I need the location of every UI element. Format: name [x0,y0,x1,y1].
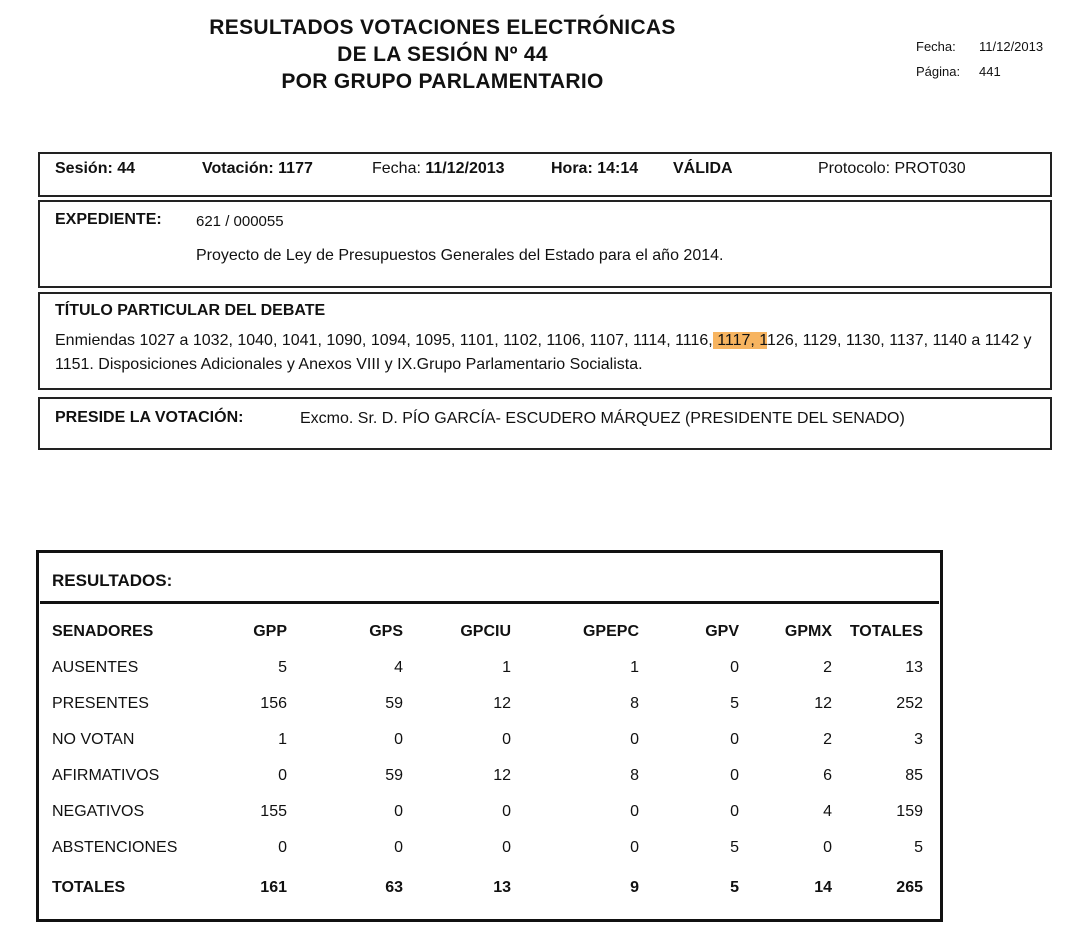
table-cell: 63 [385,879,403,896]
table-cell: 0 [630,731,639,748]
table-cell: 0 [730,803,739,820]
col-header: GPV [705,623,739,640]
date-value: 11/12/2013 [979,39,1044,54]
row-label: AFIRMATIVOS [52,767,160,784]
titulo-text: Enmiendas 1027 a 1032, 1040, 1041, 1090, 1094, 1095, 1101, 1102, 1106, 1107, 1114, 1116, 1117, 1126, 1129, 1130, 1137, 1140 a 1142 y 1151. Disposiciones Adicionales y Anexos VIII y IX.Grupo Parlamentario Socialista. [55,332,1032,373]
table-cell: 0 [394,731,403,748]
preside-label: PRESIDE LA VOTACIÓN: [55,409,244,426]
table-cell: 5 [278,659,287,676]
table-cell: 9 [630,879,639,896]
time-field: Hora: 14:14 [551,160,639,177]
title-line-3: POR GRUPO PARLAMENTARIO [281,70,604,93]
table-cell: 0 [823,839,832,856]
document-title [170,14,715,95]
preside-value: Excmo. Sr. D. PÍO GARCÍA- ESCUDERO MÁRQUEZ (PRESIDENTE DEL SENADO) [300,410,905,427]
col-header: GPS [369,623,403,640]
table-cell: 0 [730,659,739,676]
table-cell: 0 [630,803,639,820]
col-header: GPEPC [582,623,639,640]
table-row [40,794,935,830]
table-cell: 5 [730,695,739,712]
table-cell: 12 [814,695,832,712]
session-date-field: Fecha: 11/12/2013 [372,160,505,177]
row-label: TOTALES [52,879,126,896]
table-cell: 5 [730,839,739,856]
col-header: GPMX [784,623,832,640]
document-meta [916,34,1043,84]
table-row [40,650,935,686]
row-label: ABSTENCIONES [52,839,178,856]
session-field: Sesión: 44 [55,160,136,177]
row-label: PRESENTES [52,695,149,712]
title-line-2: DE LA SESIÓN Nº 44 [337,43,548,66]
table-cell: 155 [260,803,287,820]
table-cell: 0 [278,767,287,784]
table-cell: 5 [914,839,923,856]
table-cell: 0 [502,803,511,820]
table-cell: 265 [896,879,923,896]
results-header [40,554,939,604]
table-cell: 8 [630,695,639,712]
table-cell: 4 [394,659,403,676]
table-row [40,866,935,910]
col-header: GPP [253,623,287,640]
table-cell: 8 [630,767,639,784]
table-cell: 1 [630,659,639,676]
table-cell: 85 [905,767,923,784]
table-cell: 14 [814,879,832,896]
table-cell: 0 [502,731,511,748]
table-cell: 59 [385,767,403,784]
expediente-number: 621 / 000055 [196,213,284,230]
row-label: NEGATIVOS [52,803,145,820]
row-label: AUSENTES [52,659,139,676]
expediente-box [38,200,1052,288]
page-label: Página: [916,64,961,79]
table-header-row [40,614,935,650]
table-cell: 1 [278,731,287,748]
table-cell: 13 [493,879,511,896]
date-label: Fecha: [916,39,956,54]
table-cell: 252 [896,695,923,712]
table-cell: 2 [823,659,832,676]
table-row [40,830,935,866]
table-cell: 159 [896,803,923,820]
table-cell: 3 [914,731,923,748]
table-cell: 0 [502,839,511,856]
table-cell: 0 [394,839,403,856]
table-cell: 6 [823,767,832,784]
page-value: 441 [979,64,1001,79]
protocol-field: Protocolo: PROT030 [818,160,966,177]
expediente-description: Proyecto de Ley de Presupuestos Generales del Estado para el año 2014. [196,247,724,264]
table-cell: 156 [260,695,287,712]
table-cell: 2 [823,731,832,748]
status-badge: VÁLIDA [673,160,733,177]
table-cell: 1 [502,659,511,676]
table-cell: 5 [730,879,739,896]
table-cell: 12 [493,767,511,784]
vote-field: Votación: 1177 [202,160,313,177]
table-cell: 4 [823,803,832,820]
title-line-1: RESULTADOS VOTACIONES ELECTRÓNICAS [209,16,676,39]
col-header: GPCIU [460,623,511,640]
titulo-label: TÍTULO PARTICULAR DEL DEBATE [55,302,326,319]
col-header: TOTALES [849,623,923,640]
table-cell: 0 [730,767,739,784]
table-cell: 59 [385,695,403,712]
table-cell: 12 [493,695,511,712]
table-cell: 13 [905,659,923,676]
results-table [40,614,935,910]
table-cell: 0 [730,731,739,748]
expediente-label: EXPEDIENTE: [55,211,162,228]
row-label: NO VOTAN [52,731,135,748]
table-cell: 161 [260,879,287,896]
table-cell: 0 [278,839,287,856]
results-title: RESULTADOS: [52,571,173,590]
table-row [40,758,935,794]
table-cell: 0 [394,803,403,820]
table-row [40,722,935,758]
table-cell: 0 [630,839,639,856]
highlighted-amendment: 1117, 1 [712,332,768,349]
col-header: SENADORES [52,623,154,640]
table-row [40,686,935,722]
